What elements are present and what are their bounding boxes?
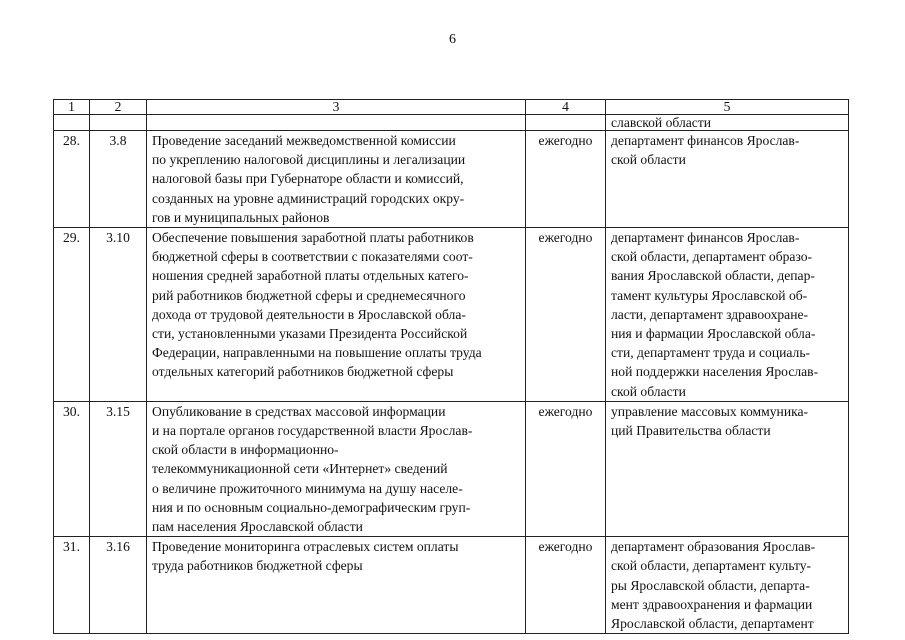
responsible-line: ния и фармации Ярославской обла- <box>611 326 816 342</box>
item-code: 3.16 <box>90 537 147 634</box>
header-col-4: 4 <box>526 100 606 115</box>
text-line: дохода от трудовой деятельности в Ярославской обла- <box>152 306 466 322</box>
text-line: ской области в информационно- <box>152 442 339 458</box>
responsible-line: тамент культуры Ярославской об- <box>611 287 808 303</box>
text-line: труда работников бюджетной сферы <box>152 558 363 574</box>
text-line: Обеспечение повышения заработной платы работников <box>152 230 474 246</box>
responsible-line: ной поддержки населения Ярослав- <box>611 364 819 380</box>
row-number: 28. <box>54 131 90 228</box>
table-row <box>54 537 849 634</box>
row-number: 31. <box>54 537 90 634</box>
text-line: гов и муниципальных районов <box>152 209 330 225</box>
responsible-line: управление массовых коммуника- <box>611 403 809 419</box>
text-line: Проведение заседаний межведомственной комиссии <box>152 133 456 148</box>
responsible-line: ций Правительства области <box>611 423 771 439</box>
text-line: пам населения Ярославской области <box>152 519 363 535</box>
responsible-line: департамент финансов Ярослав- <box>611 230 800 246</box>
item-code: 3.8 <box>90 131 147 228</box>
responsible-line: ской области <box>611 152 686 168</box>
responsible-line: мент здравоохранения и фармации <box>611 596 813 612</box>
responsible <box>606 537 849 634</box>
text-line: Федерации, направленными на повышение оплаты труда <box>152 345 482 361</box>
responsible-line: ской области, департамент образо- <box>611 249 813 265</box>
header-col-1: 1 <box>54 100 90 115</box>
continuation-freq-cell <box>526 115 606 131</box>
measure-text <box>147 537 526 634</box>
text-line: налоговой базы при Губернаторе области и комиссий, <box>152 171 464 187</box>
responsible-line: вания Ярославской области, депар- <box>611 268 815 284</box>
header-col-3: 3 <box>147 100 526 115</box>
table-row <box>54 228 849 402</box>
text-line: Опубликование в средствах массовой информации <box>152 403 446 419</box>
text-line: и на портале органов государственной власти Ярослав- <box>152 423 473 439</box>
frequency: ежегодно <box>526 131 606 228</box>
continuation-num-cell <box>54 115 90 131</box>
measure-text <box>147 401 526 536</box>
header-col-2: 2 <box>90 100 147 115</box>
item-code: 3.10 <box>90 228 147 402</box>
text-line: о величине прожиточного минимума на душу населе- <box>152 480 463 496</box>
responsible-line: Ярославской области, департамент <box>611 616 814 632</box>
header-col-5: 5 <box>606 100 849 115</box>
responsible-line: ской области, департамент культу- <box>611 558 812 574</box>
responsible-line: департамент финансов Ярослав- <box>611 133 800 148</box>
text-line: бюджетной сферы в соответствии с показателями соот- <box>152 249 473 265</box>
item-code: 3.15 <box>90 401 147 536</box>
measures-table <box>53 99 849 634</box>
row-number: 30. <box>54 401 90 536</box>
text-line: Проведение мониторинга отраслевых систем оплаты <box>152 539 459 555</box>
responsible-line: ласти, департамент здравоохране- <box>611 306 809 322</box>
responsible-line: сти, департамент труда и социаль- <box>611 345 811 361</box>
responsible <box>606 228 849 402</box>
text-line: созданных на уровне администраций городских окру- <box>152 190 465 206</box>
frequency: ежегодно <box>526 537 606 634</box>
continuation-row <box>54 115 849 131</box>
responsible-line: ской области <box>611 383 686 399</box>
responsible-line: ры Ярославской области, департа- <box>611 577 810 593</box>
text-line: ношения средней заработной платы отдельных катего- <box>152 268 469 284</box>
table-header-row <box>54 100 849 115</box>
responsible <box>606 401 849 536</box>
continuation-text-cell <box>147 115 526 131</box>
row-number: 29. <box>54 228 90 402</box>
page-number: 6 <box>449 32 456 47</box>
table-row <box>54 401 849 536</box>
frequency: ежегодно <box>526 401 606 536</box>
measure-text <box>147 228 526 402</box>
continuation-responsible-cell: славской области <box>606 115 849 131</box>
text-line: рий работников бюджетной сферы и среднемесячного <box>152 287 466 303</box>
responsible-line: департамент образования Ярослав- <box>611 539 816 555</box>
text-line: сти, установленными указами Президента Российской <box>152 326 468 342</box>
measure-text <box>147 131 526 228</box>
responsible <box>606 131 849 228</box>
text-line: отдельных категорий работников бюджетной сферы <box>152 364 454 380</box>
text-line: ния и по основным социально-демографическим груп- <box>152 499 471 515</box>
text-line: по укреплению налоговой дисциплины и легализации <box>152 152 466 168</box>
text-line: телекоммуникационной сети «Интернет» сведений <box>152 461 448 477</box>
table-row <box>54 131 849 228</box>
frequency: ежегодно <box>526 228 606 402</box>
continuation-item-cell <box>90 115 147 131</box>
